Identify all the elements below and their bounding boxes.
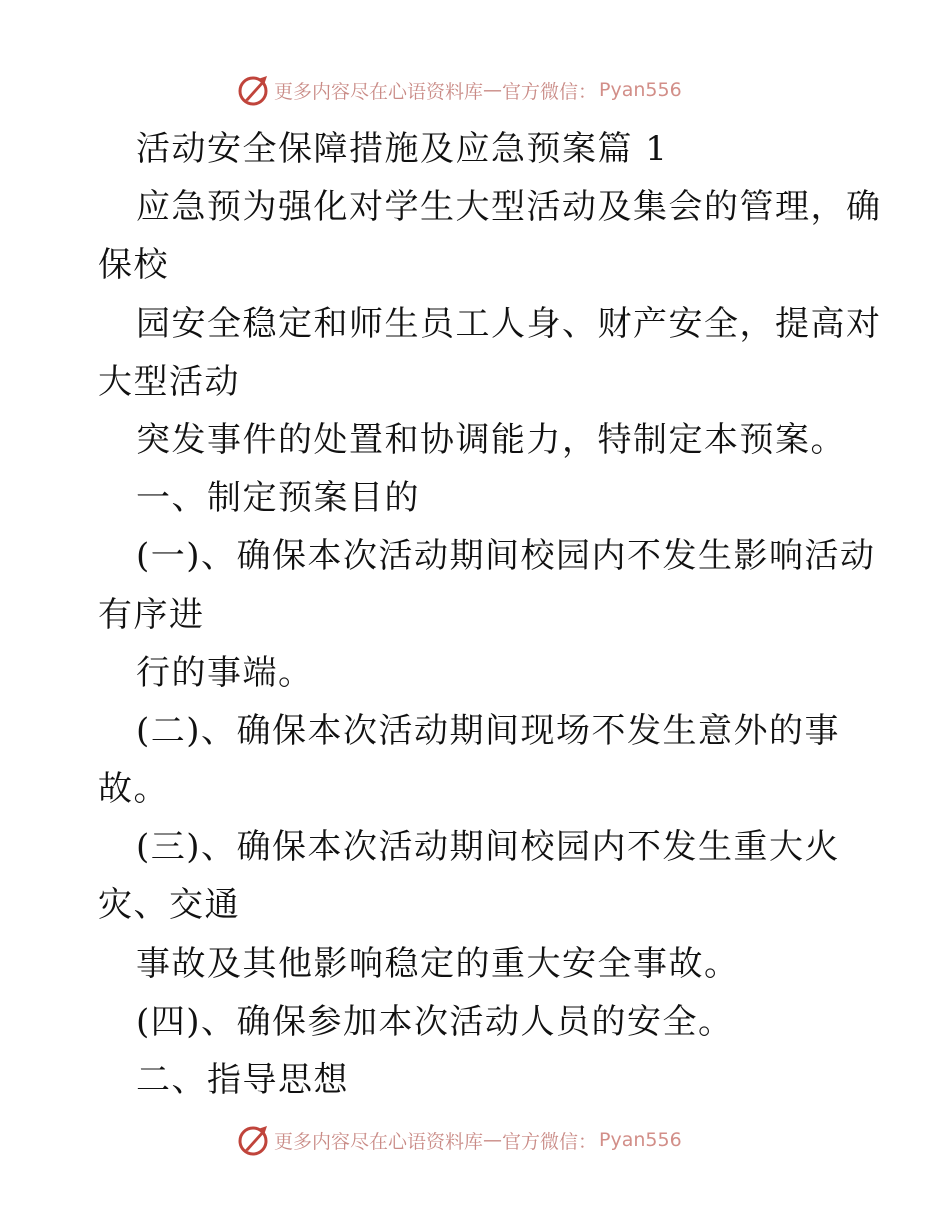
text-line: 有序进 (98, 594, 205, 635)
text-line: (一)、确保本次活动期间校园内不发生影响活动 (136, 536, 876, 577)
watermark-brand-text: 更多内容尽在心语资料库 (274, 80, 484, 103)
watermark-wechat-label: 官方微信： (502, 80, 598, 103)
text-line: 一、制定预案目的 (136, 478, 420, 519)
text-line: 大型活动 (98, 361, 240, 402)
text-line: 二、指导思想 (136, 1060, 349, 1100)
watermark-wechat-id: Pyan556 (599, 1129, 682, 1151)
text-line: 故。 (98, 769, 169, 810)
text-line: 应急预为强化对学生大型活动及集会的管理，确 (136, 187, 882, 228)
text-line: 活动安全保障措施及应急预案篇 1 (136, 129, 669, 169)
text-line: 事故及其他影响稳定的重大安全事故。 (136, 943, 740, 984)
text-line: (四)、确保参加本次活动人员的安全。 (136, 1001, 734, 1042)
watermark-dash: — (483, 1129, 503, 1151)
text-line: 灾、交通 (98, 885, 240, 926)
watermark-wechat-label: 官方微信： (502, 1130, 598, 1153)
text-line: 突发事件的处置和协调能力，特制定本预案。 (136, 419, 846, 460)
quill-pen-seal-icon (236, 1123, 270, 1157)
document-body (98, 120, 882, 1109)
text-line: 行的事端。 (136, 652, 314, 693)
footer-watermark (236, 1123, 682, 1157)
watermark-dash: — (483, 79, 503, 101)
text-line: (三)、确保本次活动期间校园内不发生重大火 (136, 827, 841, 868)
watermark-wechat-id: Pyan556 (599, 79, 682, 101)
text-line: (二)、确保本次活动期间现场不发生意外的事 (136, 710, 841, 751)
text-line: 保校 (98, 245, 169, 286)
header-watermark (236, 73, 682, 107)
quill-pen-seal-icon (236, 73, 270, 107)
text-line: 园安全稳定和师生员工人身、财产安全，提高对 (136, 303, 882, 344)
watermark-brand-text: 更多内容尽在心语资料库 (274, 1130, 484, 1153)
